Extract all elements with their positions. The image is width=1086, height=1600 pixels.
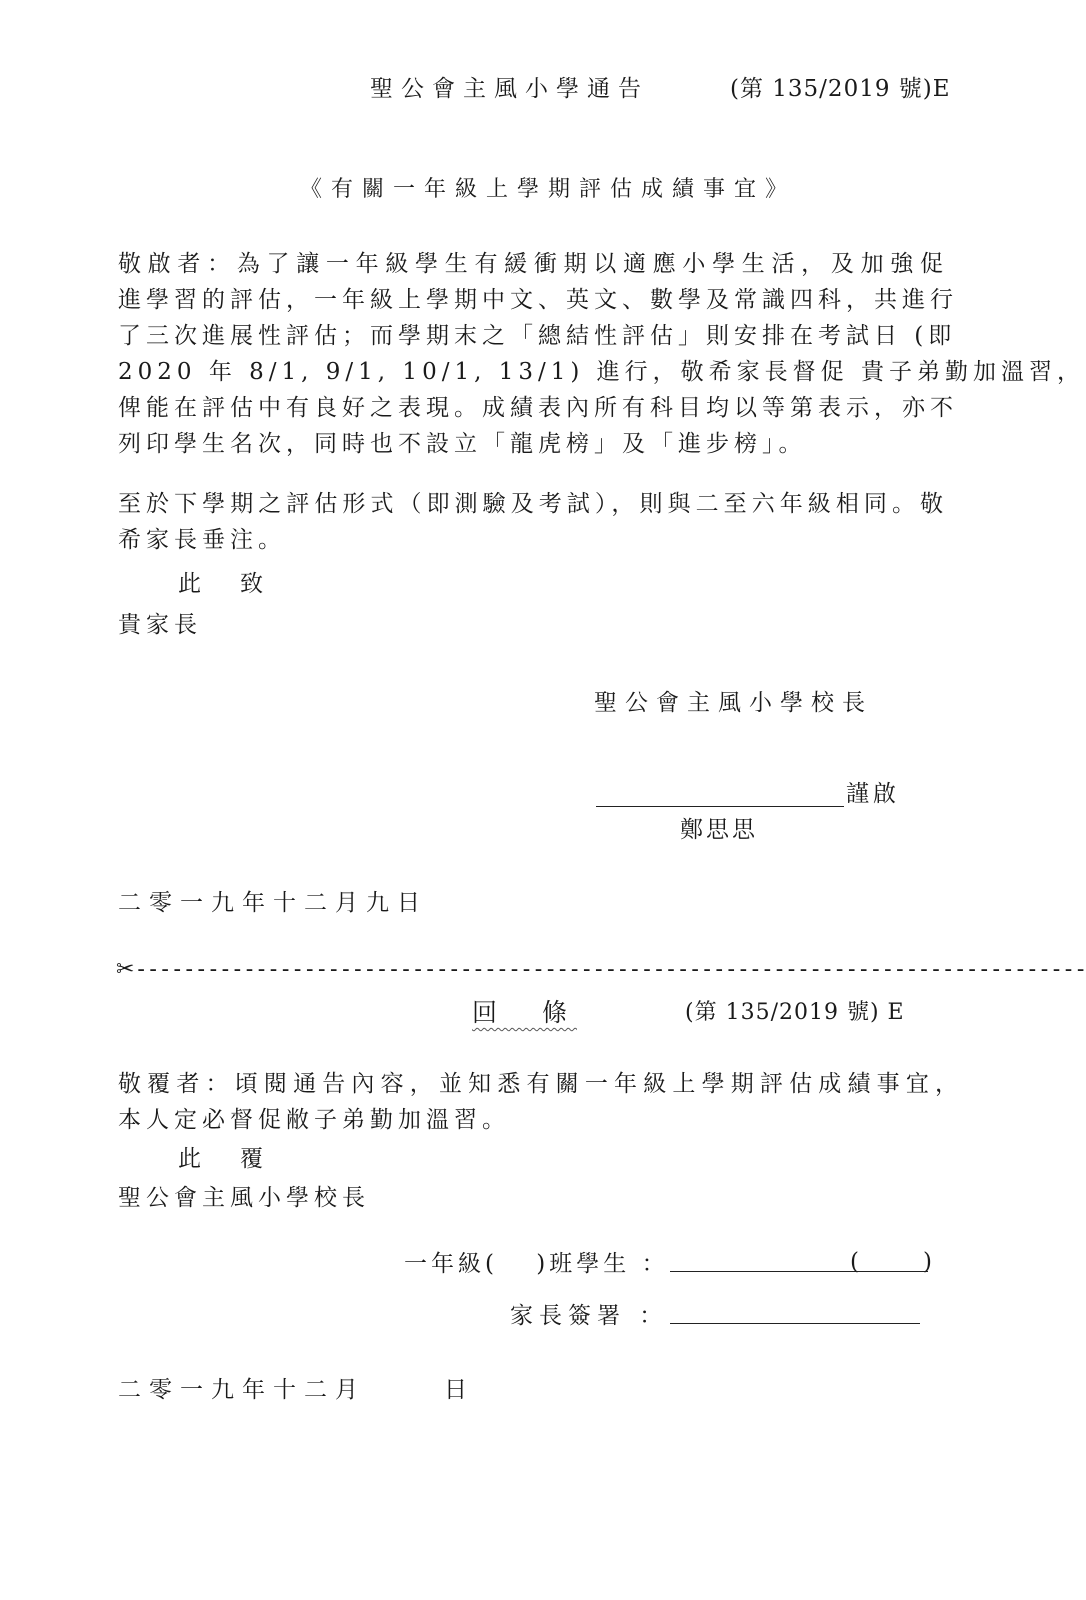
- signer-title: 聖公會主風小學校長: [594, 690, 873, 716]
- reply-notice-number: (第 135/2019 號) E: [685, 1000, 905, 1025]
- notice-number: (第 135/2019 號)E: [730, 76, 951, 102]
- body-line: 本人定必督促敝子弟勤加溫習。: [118, 1107, 510, 1133]
- scissors-icon: ✂: [116, 957, 135, 982]
- dash-line: -------------------------------------------------------------------------------: [134, 957, 1086, 982]
- reply-slip-title: 回 條: [472, 998, 578, 1027]
- body-line: 敬啟者：為了讓一年級學生有緩衝期以適應小學生活，及加強促: [118, 251, 948, 277]
- body-line: 俾能在評估中有良好之表現。成績表內所有科目均以等第表示，亦不: [118, 395, 958, 421]
- notice-body: [118, 246, 1085, 462]
- reply-date-prefix: 二零一九年十二月: [118, 1377, 366, 1403]
- reply-recipient: 聖公會主風小學校長: [118, 1185, 370, 1211]
- school-notice-title: 聖公會主風小學通告: [370, 76, 649, 102]
- notice-date: 二零一九年十二月九日: [118, 890, 428, 916]
- reply-closing: 此 覆: [178, 1146, 271, 1172]
- notice-header: [370, 70, 951, 103]
- body-line: 2020 年 8/1, 9/1, 10/1, 13/1) 進行，敬希家長督促 貴子弟勤加溫習，: [118, 359, 1085, 385]
- body-line: 敬覆者：頃閱通告內容，並知悉有關一年級上學期評估成績事宜，: [118, 1071, 963, 1097]
- closing-salutation: 此 致: [178, 571, 271, 597]
- reply-body: [118, 1066, 963, 1138]
- student-label: 一年級( )班學生 ：: [404, 1251, 669, 1277]
- parent-signature-label: 家長簽署 ：: [510, 1303, 669, 1329]
- signer-name: 鄭思思: [680, 817, 758, 843]
- body-line: 列印學生名次，同時也不設立「龍虎榜」及「進步榜」。: [118, 431, 807, 457]
- body-line: 至於下學期之評估形式（即測驗及考試），則與二至六年級相同。敬: [118, 491, 948, 517]
- body-line: 了三次進展性評估；而學期末之「總結性評估」則安排在考試日 (即: [118, 323, 957, 349]
- body-line: 希家長垂注。: [118, 527, 286, 553]
- student-number-field: ( ): [850, 1249, 938, 1275]
- notice-subject: 《有關一年級上學期評估成績事宜》: [300, 177, 797, 202]
- body-line: 進學習的評估，一年級上學期中文、英文、數學及常識四科，共進行: [118, 287, 958, 313]
- parent-signature-field[interactable]: [670, 1297, 920, 1324]
- signature-line: [596, 778, 844, 807]
- reply-date-suffix: 日: [444, 1377, 467, 1403]
- cut-line: [116, 957, 1086, 982]
- recipient: 貴家長: [118, 612, 202, 638]
- sign-word: 謹啟: [846, 781, 900, 807]
- notice-body-2: [118, 486, 948, 558]
